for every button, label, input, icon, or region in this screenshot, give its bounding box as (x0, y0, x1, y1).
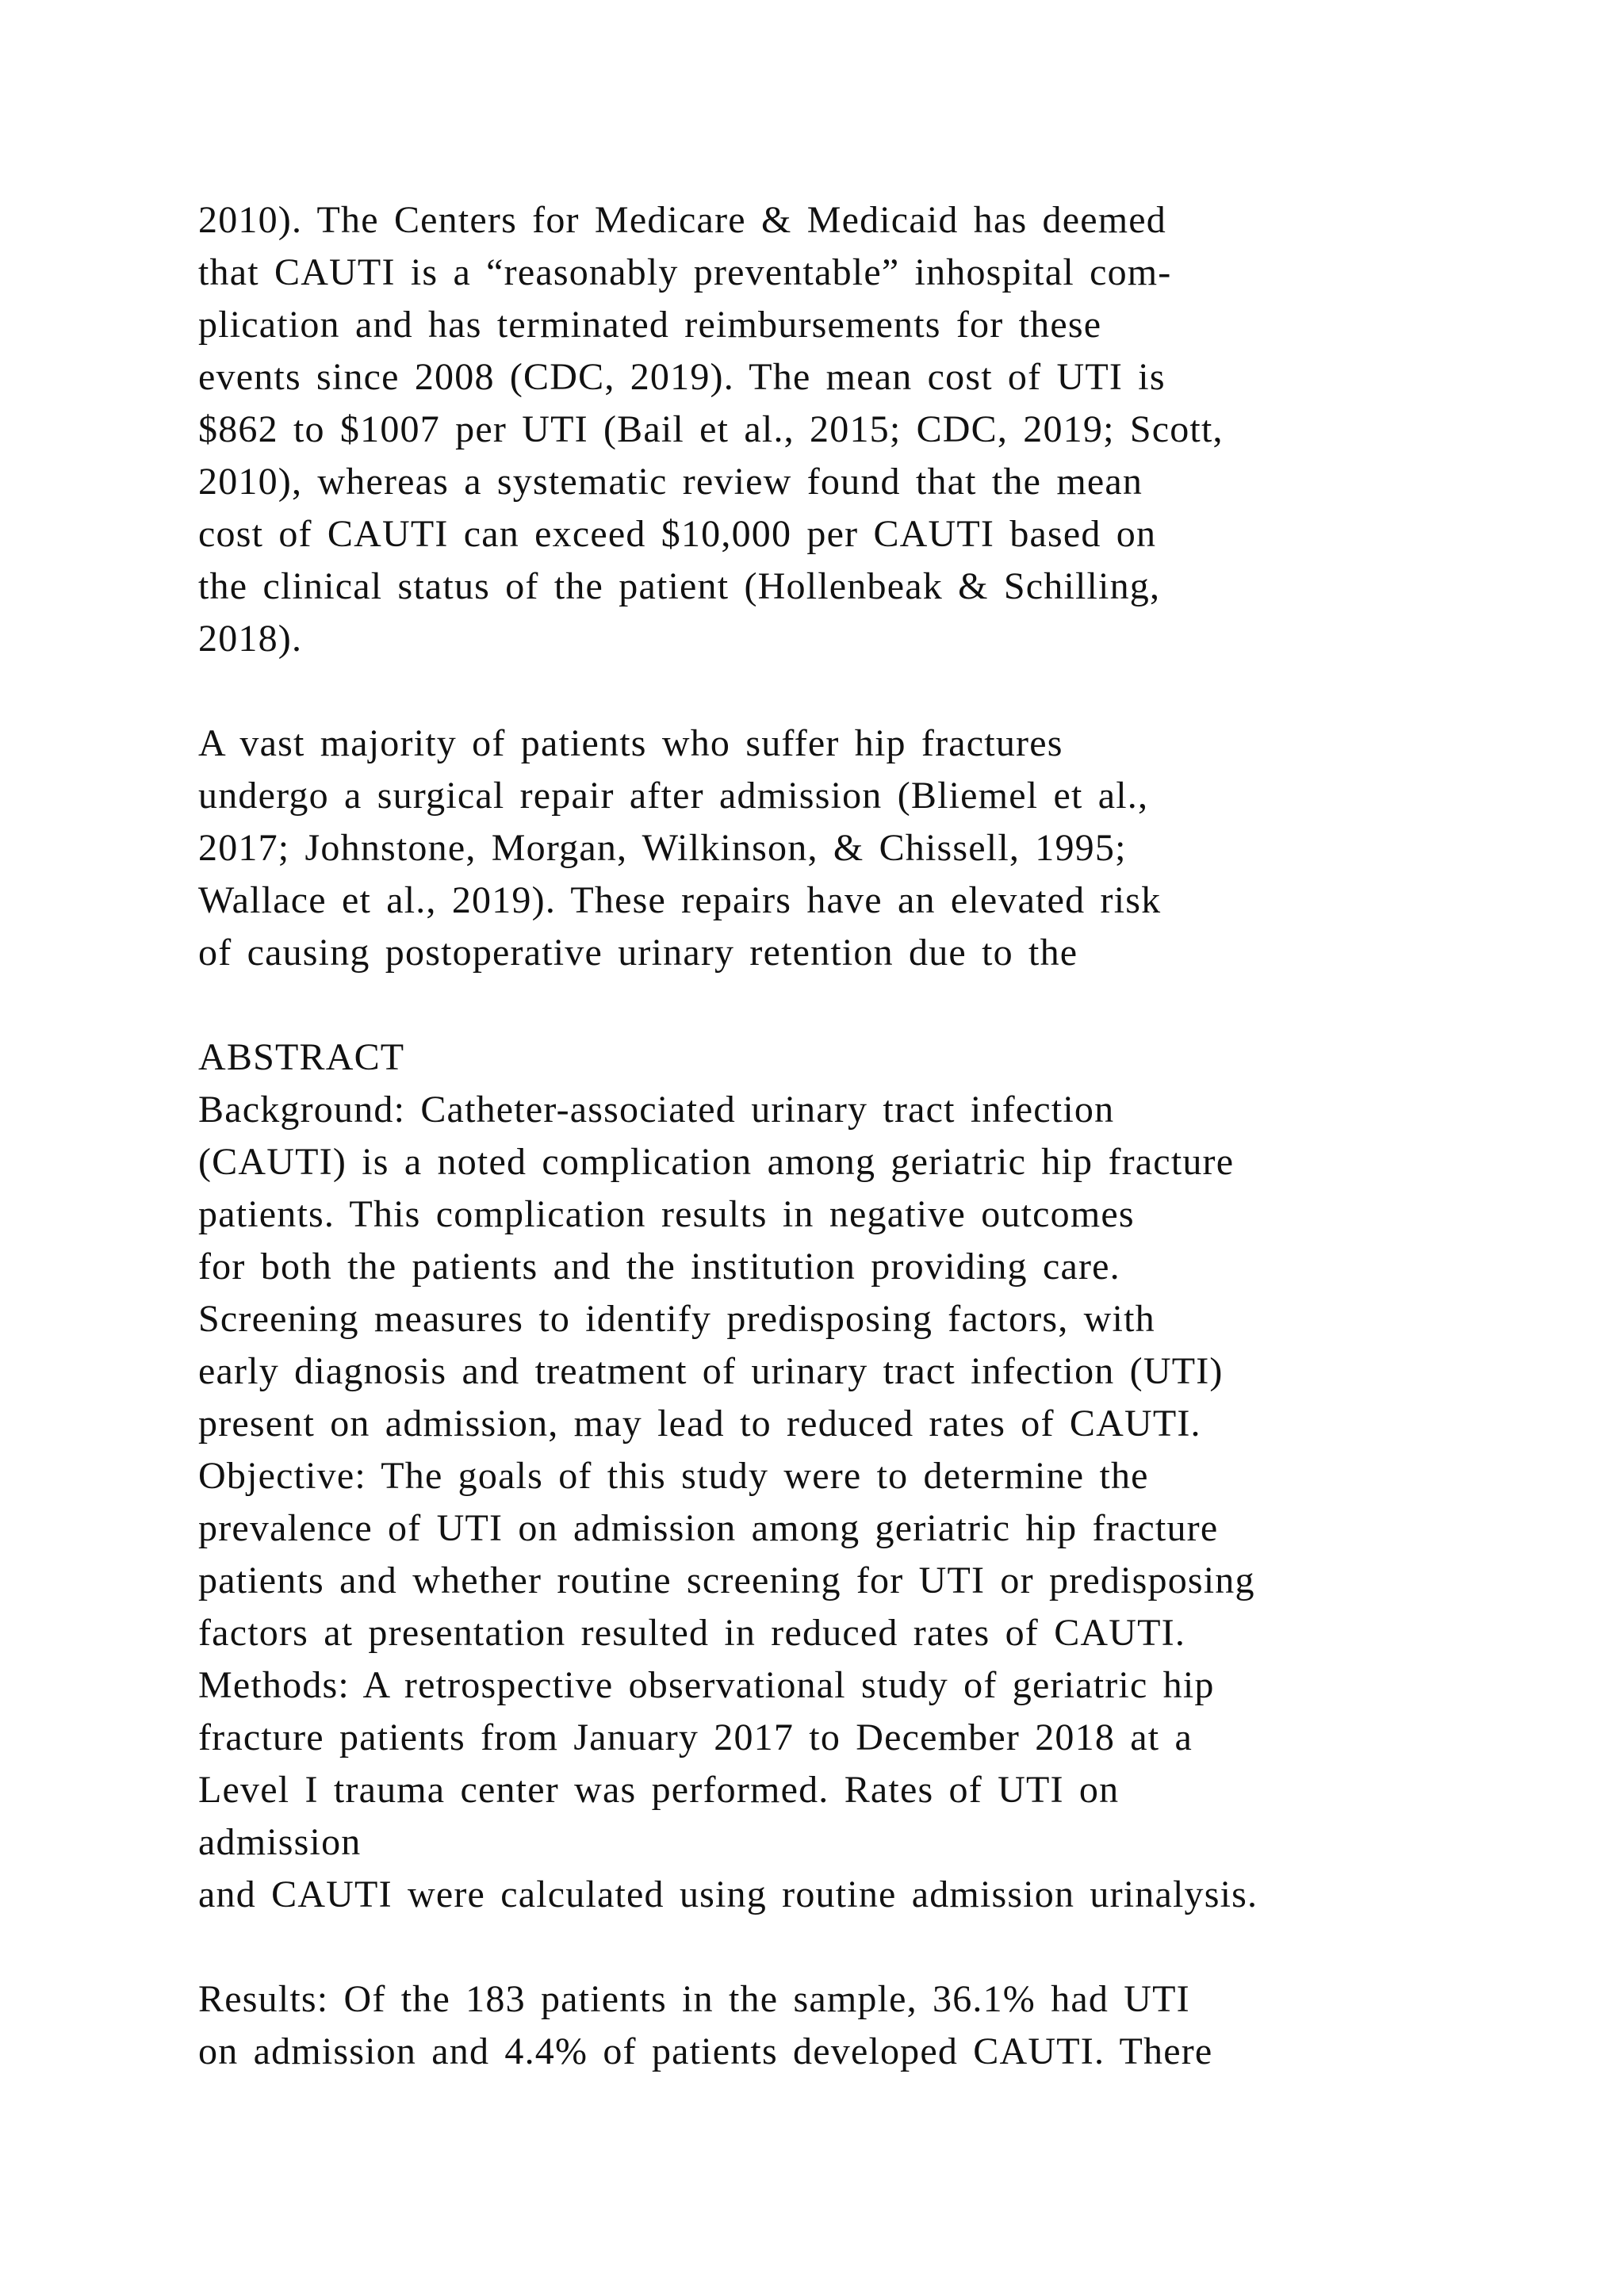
text-line: A vast majority of patients who suffer hip fractures (198, 722, 1063, 764)
text-line: factors at presentation resulted in reduced rates of CAUTI. (198, 1612, 1186, 1654)
text-line: fracture patients from January 2017 to December 2018 at a (198, 1716, 1193, 1758)
paragraph-gap (198, 1921, 1594, 1973)
text-line: $862 to $1007 per UTI (Bail et al., 2015; CDC, 2019; Scott, (198, 408, 1224, 450)
text-line: early diagnosis and treatment of urinary tract infection (UTI) (198, 1350, 1224, 1392)
paragraph-gap (198, 665, 1594, 718)
text-line: that CAUTI is a “reasonably preventable” inhospital com- (198, 251, 1172, 293)
text-line: present on admission, may lead to reduced rates of CAUTI. (198, 1402, 1201, 1445)
text-line: Level I trauma center was performed. Rates of UTI on (198, 1769, 1120, 1811)
text-line: patients. This complication results in negative outcomes (198, 1193, 1135, 1235)
text-line: (CAUTI) is a noted complication among geriatric hip fracture (198, 1141, 1235, 1183)
text-line: 2010), whereas a systematic review found that the mean (198, 461, 1143, 503)
text-line: of causing postoperative urinary retention due to the (198, 932, 1078, 974)
text-line: 2017; Johnstone, Morgan, Wilkinson, & Chissell, 1995; (198, 827, 1127, 869)
text-line: Methods: A retrospective observational study of geriatric hip (198, 1664, 1215, 1706)
abstract-section (198, 1031, 1594, 1921)
results-section (198, 1973, 1594, 2078)
abstract-heading: ABSTRACT (198, 1036, 405, 1078)
text-line: admission (198, 1821, 362, 1863)
text-line: 2010). The Centers for Medicare & Medicaid has deemed (198, 199, 1166, 241)
document-body (198, 194, 1594, 2078)
text-line: on admission and 4.4% of patients developed CAUTI. There (198, 2030, 1213, 2072)
paragraph-gap (198, 979, 1594, 1031)
text-line: for both the patients and the institution providing care. (198, 1246, 1120, 1288)
text-line: 2018). (198, 618, 303, 660)
text-line: Screening measures to identify predisposing factors, with (198, 1298, 1155, 1340)
text-line: Wallace et al., 2019). These repairs have an elevated risk (198, 879, 1162, 921)
text-line: undergo a surgical repair after admission (Bliemel et al., (198, 775, 1149, 817)
text-line: plication and has terminated reimbursements for these (198, 304, 1102, 346)
text-line: cost of CAUTI can exceed $10,000 per CAUTI based on (198, 513, 1157, 555)
text-line: prevalence of UTI on admission among geriatric hip fracture (198, 1507, 1219, 1549)
text-line: Background: Catheter-associated urinary tract infection (198, 1089, 1115, 1131)
text-line: Objective: The goals of this study were to determine the (198, 1455, 1149, 1497)
text-line: events since 2008 (CDC, 2019). The mean cost of UTI is (198, 356, 1166, 398)
paragraph-hip-fracture-repair (198, 718, 1594, 979)
text-line: the clinical status of the patient (Hollenbeak & Schilling, (198, 565, 1161, 607)
text-line: patients and whether routine screening for UTI or predisposing (198, 1559, 1255, 1601)
text-line: and CAUTI were calculated using routine admission urinalysis. (198, 1873, 1258, 1915)
paragraph-cost-of-cauti (198, 194, 1594, 665)
text-line: Results: Of the 183 patients in the sample, 36.1% had UTI (198, 1978, 1190, 2020)
